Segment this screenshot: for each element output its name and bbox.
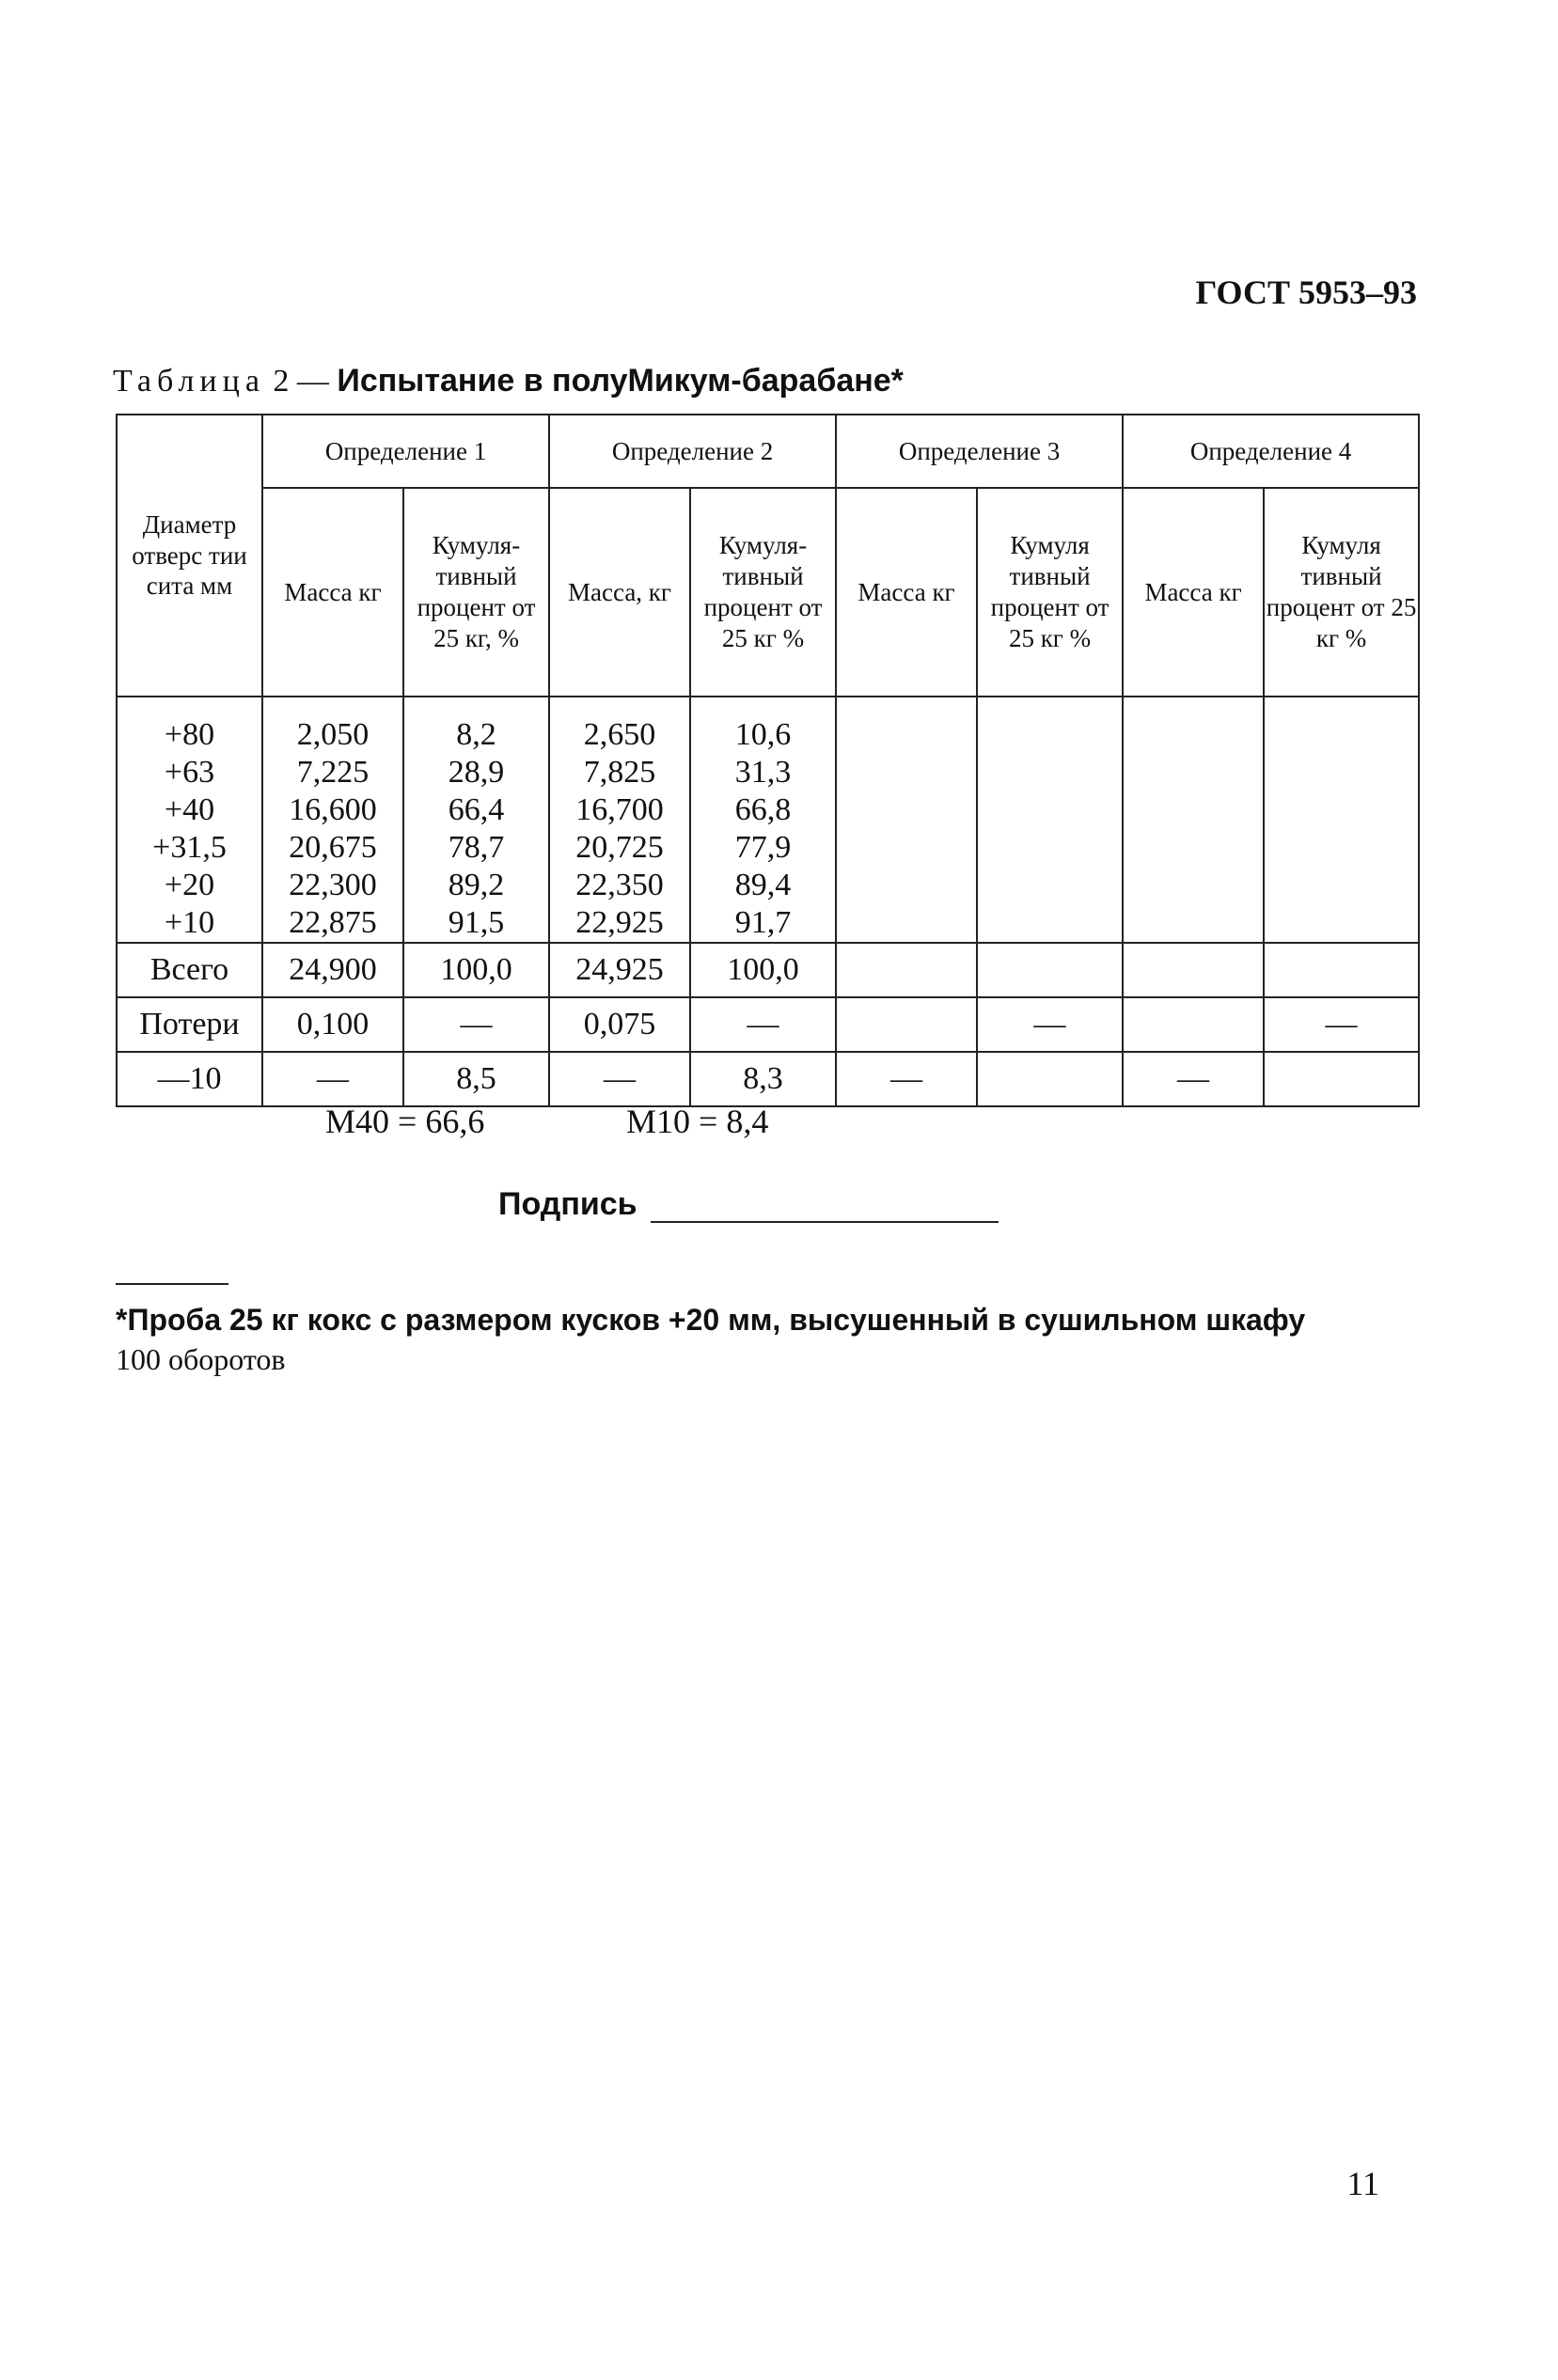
table-cell [1123,904,1264,943]
table-cell: 20,725 [549,829,690,867]
table-cell [977,1052,1123,1106]
table-cell [836,697,977,754]
table-cell [977,943,1123,997]
table-cell: — [1123,1052,1264,1106]
table-cell [977,867,1123,904]
table-caption [113,363,904,399]
table-cell: 22,925 [549,904,690,943]
table-cell [1264,791,1419,829]
table-cell: 0,075 [549,997,690,1052]
table-row [117,829,1419,867]
table-cell [1123,943,1264,997]
table-cell: 0,100 [262,997,403,1052]
table-cell: 24,925 [549,943,690,997]
table-cell: — [549,1052,690,1106]
table-cell [836,943,977,997]
signature-block [498,1186,999,1223]
table-cell: 16,600 [262,791,403,829]
table-cell: 8,5 [403,1052,549,1106]
table-cell: 2,050 [262,697,403,754]
sub-header-mass-1: Масса кг [262,488,403,697]
table-cell: — [690,997,836,1052]
row-label: Всего [117,943,262,997]
table-cell [836,754,977,791]
table-cell [1264,1052,1419,1106]
table-cell: — [262,1052,403,1106]
table-cell: 91,5 [403,904,549,943]
row-label: Потери [117,997,262,1052]
caption-title: Испытание в полуМикум-барабане* [337,363,904,399]
table-cell: 10,6 [690,697,836,754]
caption-dash: — [296,364,329,399]
table-cell [836,904,977,943]
table-cell: 24,900 [262,943,403,997]
losses-row [117,997,1419,1052]
table-cell: 89,4 [690,867,836,904]
table-cell: 100,0 [690,943,836,997]
table-cell: 100,0 [403,943,549,997]
table-cell: 89,2 [403,867,549,904]
table-row [117,754,1419,791]
sub-header-mass-3: Масса кг [836,488,977,697]
table-cell: 7,825 [549,754,690,791]
table-cell: — [403,997,549,1052]
group-header-2: Определение 2 [549,415,836,488]
table-cell: 8,3 [690,1052,836,1106]
footnote-divider [116,1283,228,1285]
row-label: —10 [117,1052,262,1106]
signature-label: Подпись [498,1186,637,1222]
row-label: +10 [117,904,262,943]
row-label: +20 [117,867,262,904]
table-cell: 8,2 [403,697,549,754]
group-header-3: Определение 3 [836,415,1123,488]
sub-header-mass-4: Масса кг [1123,488,1264,697]
table-cell: 66,4 [403,791,549,829]
row-label: +40 [117,791,262,829]
table-cell [977,754,1123,791]
table-cell: 16,700 [549,791,690,829]
table-cell: — [977,997,1123,1052]
table-cell [1123,791,1264,829]
caption-label: Таблица [113,364,265,399]
table-cell: 7,225 [262,754,403,791]
table-cell: 22,875 [262,904,403,943]
document-id: ГОСТ 5953–93 [1195,274,1417,311]
table-cell [977,697,1123,754]
table-cell [977,904,1123,943]
table-cell [1264,867,1419,904]
table-cell [1264,697,1419,754]
table-row [117,904,1419,943]
minus-10-row [117,1052,1419,1106]
group-header-4: Определение 4 [1123,415,1419,488]
sub-header-cumulative-4: Кумуля тивный процент от 25 кг % [1264,488,1419,697]
table-cell [1123,697,1264,754]
table-cell [836,829,977,867]
table-cell: 77,9 [690,829,836,867]
m40-index: M40 = 66,6 [325,1103,485,1140]
table-cell: 28,9 [403,754,549,791]
sub-header-mass-2: Масса, кг [549,488,690,697]
table-cell: 66,8 [690,791,836,829]
table-cell: 91,7 [690,904,836,943]
sieve-diameter-header: Диаметр отверс тии сита мм [117,415,262,697]
footnote-line-2: 100 оборотов [116,1341,286,1376]
table-cell: 31,3 [690,754,836,791]
table-cell: 20,675 [262,829,403,867]
group-header-1: Определение 1 [262,415,549,488]
row-label: +63 [117,754,262,791]
table-row [117,791,1419,829]
table-row [117,697,1419,754]
table-cell: — [1264,997,1419,1052]
table-cell [1123,997,1264,1052]
sub-header-cumulative-2: Кумуля-тивный процент от 25 кг % [690,488,836,697]
signature-line [651,1195,999,1223]
table-cell: — [836,1052,977,1106]
m10-index: M10 = 8,4 [626,1103,769,1140]
table-cell [836,791,977,829]
sub-header-cumulative-1: Кумуля-тивный процент от 25 кг, % [403,488,549,697]
table-cell [1264,904,1419,943]
footnote [116,1301,1432,1379]
table-cell: 78,7 [403,829,549,867]
table-cell [836,867,977,904]
test-results-table [116,414,1420,1107]
table-cell [1123,867,1264,904]
table-cell [977,829,1123,867]
row-label: +31,5 [117,829,262,867]
table-cell [836,997,977,1052]
footnote-line-1: *Проба 25 кг кокс с размером кусков +20 мм, высушенный в сушильном шкафу [116,1303,1306,1337]
sub-header-cumulative-3: Кумуля тивный процент от 25 кг % [977,488,1123,697]
table-cell [1264,829,1419,867]
table-cell [977,791,1123,829]
table-cell [1264,943,1419,997]
row-label: +80 [117,697,262,754]
total-row [117,943,1419,997]
table-cell [1123,754,1264,791]
table-cell: 22,350 [549,867,690,904]
caption-number: 2 [273,364,290,399]
table-cell: 22,300 [262,867,403,904]
page-number: 11 [1346,2165,1379,2202]
table-cell [1123,829,1264,867]
table-row [117,867,1419,904]
table-cell: 2,650 [549,697,690,754]
table-cell [1264,754,1419,791]
